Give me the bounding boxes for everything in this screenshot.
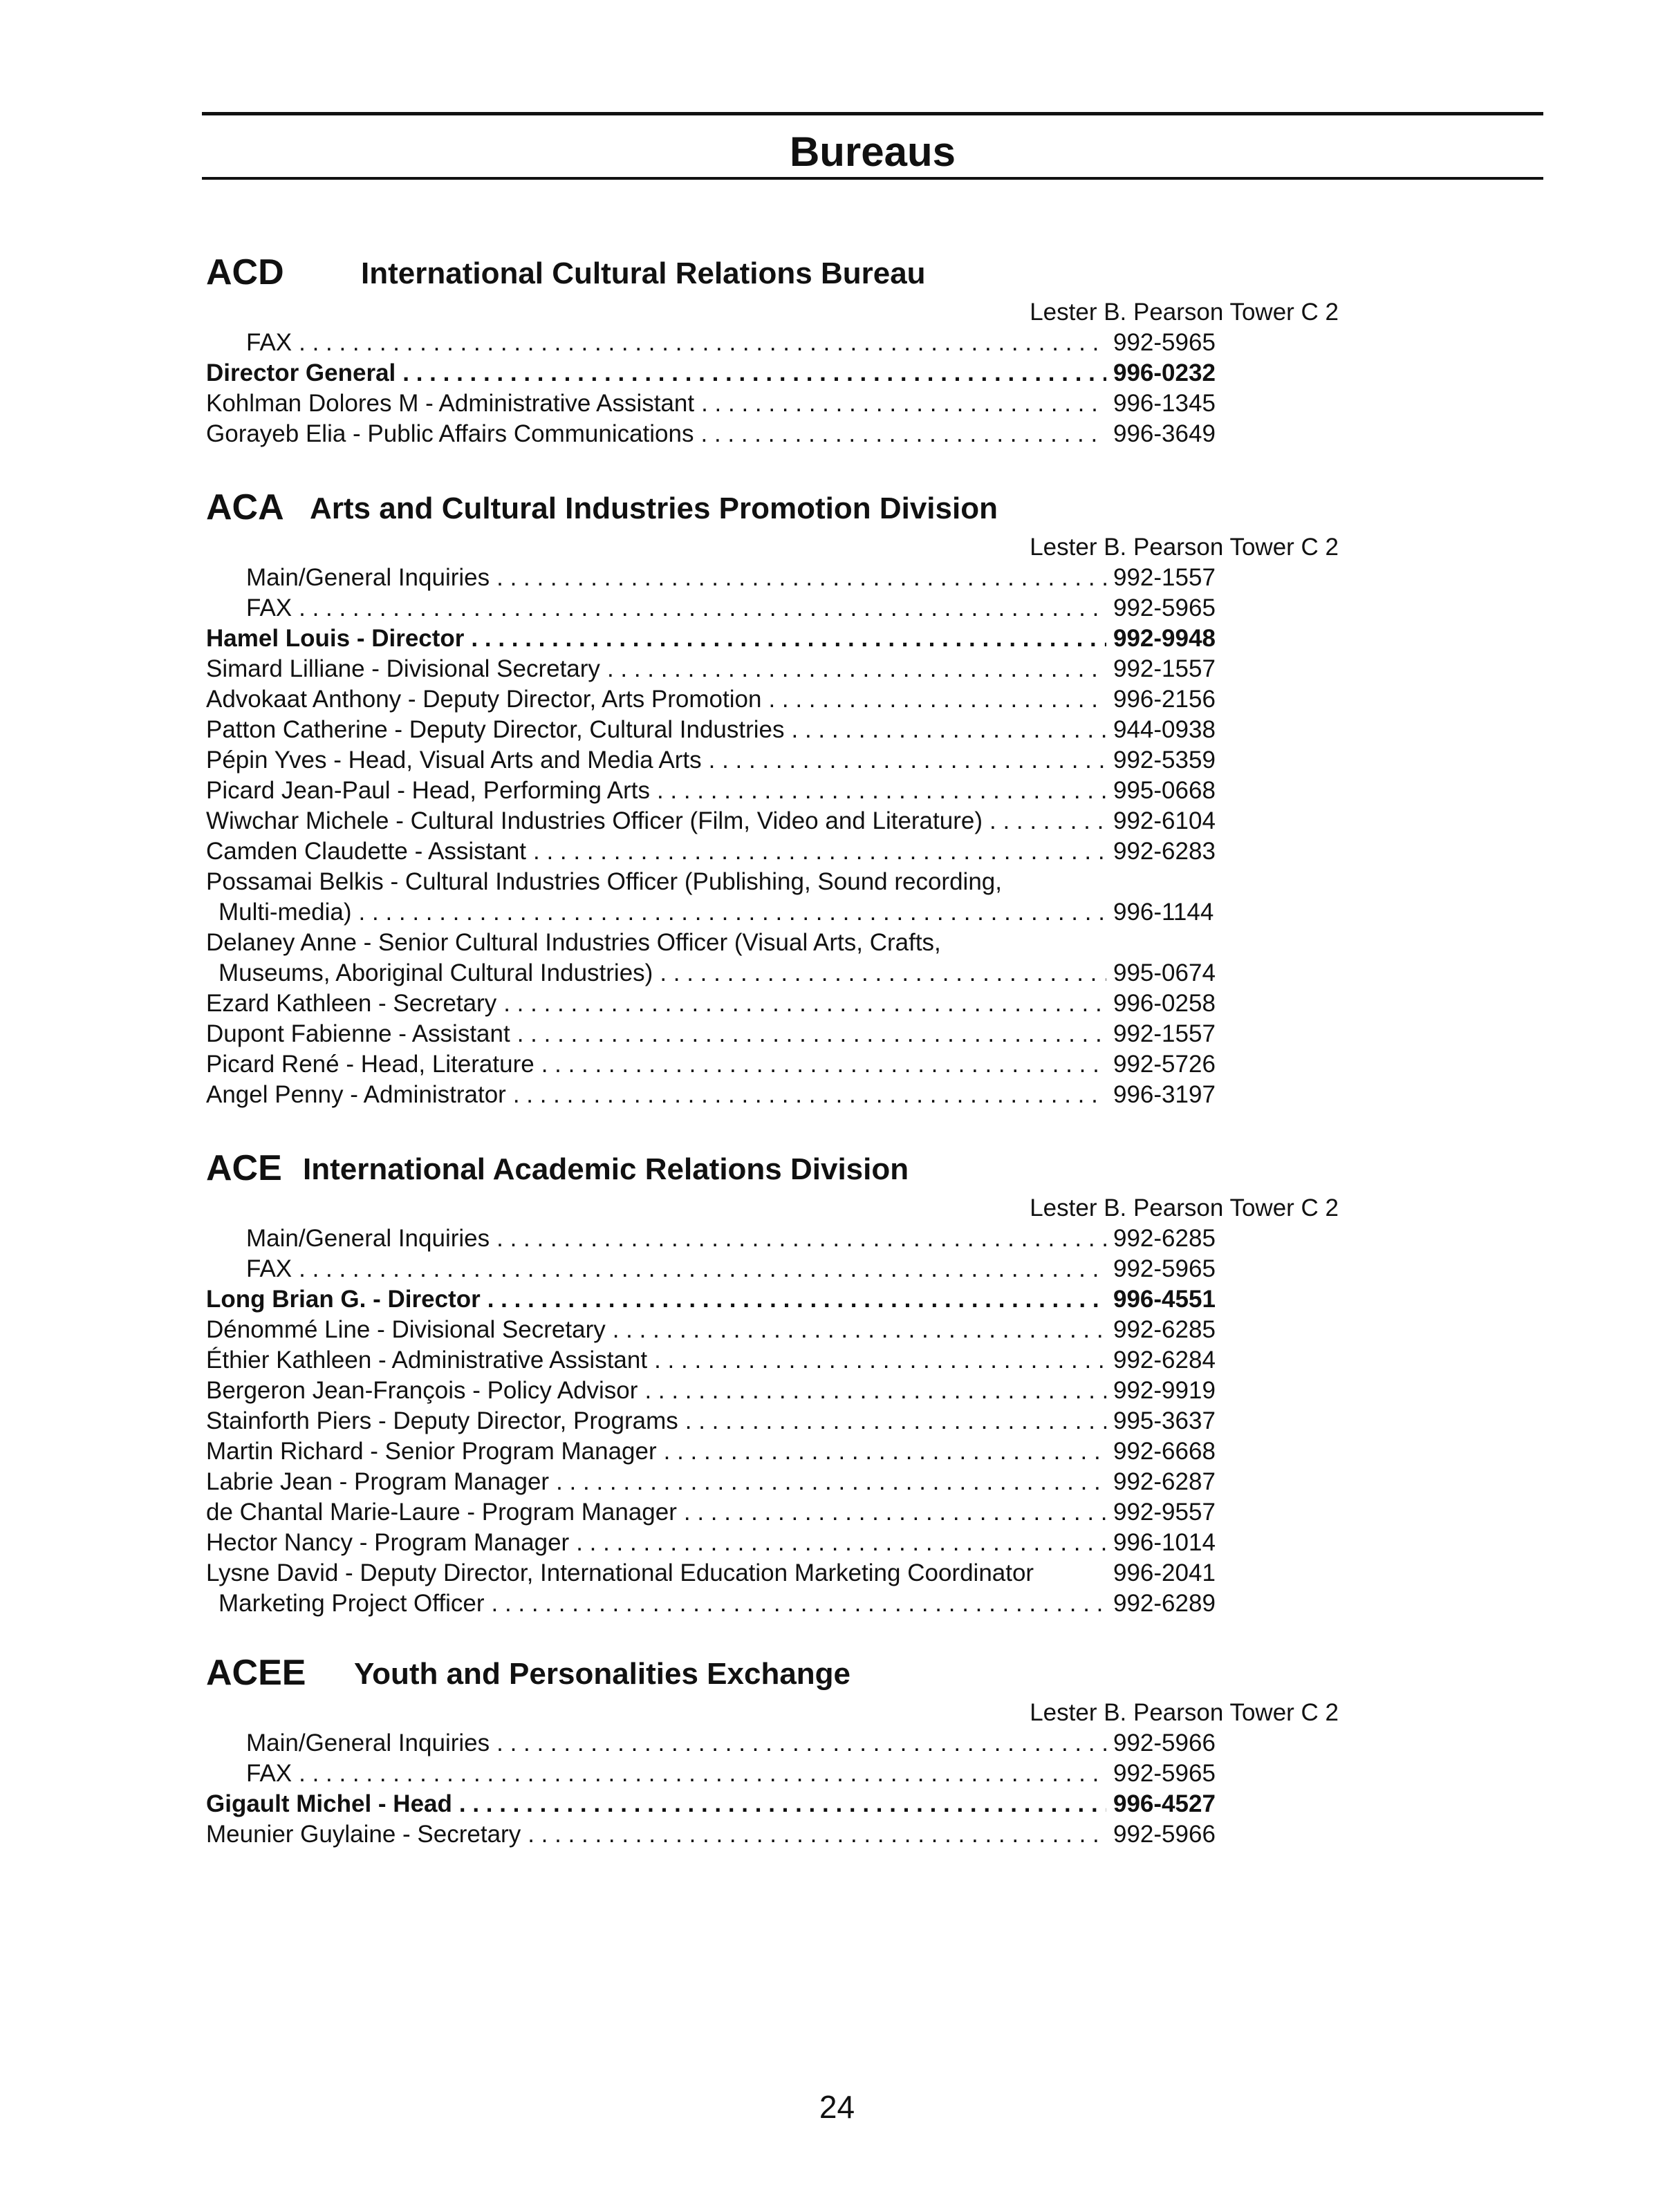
dot-leader (503, 988, 1106, 1019)
entry-label: Patton Catherine - Deputy Director, Cultural Industries (206, 716, 785, 743)
entry-label: Meunier Guylaine - Secretary (206, 1821, 521, 1848)
list-item (194, 1254, 1231, 1284)
entry-phone: 996-3649 (1113, 420, 1216, 447)
entry-label: Marketing Project Officer (218, 1590, 485, 1617)
entry-phone: 992-6668 (1113, 1438, 1216, 1465)
top-rule (202, 112, 1543, 115)
entry-label: Director General (206, 359, 396, 386)
entry-label: Bergeron Jean-François - Policy Advisor (206, 1377, 638, 1404)
entry-phone: 992-9948 (1113, 625, 1216, 652)
list-item (194, 1436, 1231, 1467)
entry-phone: 992-5726 (1113, 1051, 1216, 1078)
entry-phone: 992-1557 (1113, 655, 1216, 682)
entry-label: Angel Penny - Administrator (206, 1081, 506, 1108)
entry-phone: 992-5965 (1113, 1760, 1216, 1787)
dot-leader (576, 1528, 1106, 1558)
section-heading (194, 1138, 1341, 1193)
entry-phone: 996-0232 (1113, 359, 1216, 386)
dot-leader (709, 745, 1106, 776)
section-acee (194, 1642, 1341, 1850)
entry-label: Martin Richard - Senior Program Manager (206, 1438, 657, 1465)
entry-label: Advokaat Anthony - Deputy Director, Arts Promotion (206, 686, 762, 713)
dot-leader (496, 563, 1106, 593)
entry-label: Lysne David - Deputy Director, International Education Marketing Coordinator (206, 1559, 1034, 1586)
entry-label: Hector Nancy - Program Manager (206, 1529, 570, 1556)
dot-leader (513, 1080, 1106, 1110)
section-acd (194, 242, 1341, 449)
entry-phone: 996-1144 (1113, 899, 1214, 926)
entry-label: Dupont Fabienne - Assistant (206, 1020, 510, 1047)
dot-leader (528, 1819, 1106, 1850)
dot-leader (459, 1789, 1106, 1819)
entry-label: Hamel Louis - Director (206, 625, 465, 652)
list-item (194, 624, 1231, 654)
list-item (194, 1224, 1231, 1254)
dot-leader (533, 836, 1106, 867)
section-code: ACD (206, 252, 284, 292)
dot-leader (359, 897, 1106, 928)
entry-label: Gorayeb Elia - Public Affairs Communications (206, 420, 694, 447)
section-code: ACE (206, 1148, 282, 1188)
section-title: Arts and Cultural Industries Promotion Division (310, 491, 998, 525)
dot-leader (471, 624, 1106, 654)
section-title: Youth and Personalities Exchange (354, 1657, 851, 1691)
dot-leader (402, 358, 1106, 388)
list-item (194, 1406, 1231, 1436)
section-title: International Cultural Relations Bureau (361, 256, 926, 290)
entry-phone: 992-5966 (1113, 1821, 1216, 1848)
dot-leader (664, 1436, 1106, 1467)
entry-label: Éthier Kathleen - Administrative Assistant (206, 1347, 648, 1374)
entry-phone: 992-5966 (1113, 1730, 1216, 1756)
dot-leader (299, 593, 1106, 624)
section-title: International Academic Relations Division (303, 1152, 909, 1186)
entry-label: Main/General Inquiries (246, 564, 490, 591)
entry-phone: 996-0258 (1113, 990, 1216, 1017)
entry-label: Ezard Kathleen - Secretary (206, 990, 497, 1017)
section-code: ACA (206, 487, 284, 527)
list-item (194, 1345, 1231, 1376)
section-ace (194, 1138, 1341, 1619)
entry-phone: 996-1345 (1113, 390, 1216, 417)
entry-phone: 996-3197 (1113, 1081, 1216, 1108)
dot-leader (654, 1345, 1106, 1376)
list-item (194, 988, 1231, 1019)
entry-label: Picard Jean-Paul - Head, Performing Arts (206, 777, 650, 804)
dot-leader (556, 1467, 1106, 1497)
dot-leader (492, 1588, 1107, 1619)
dot-leader (517, 1019, 1106, 1049)
entry-list (194, 1224, 1341, 1619)
list-item (194, 1588, 1231, 1619)
entry-phone: 992-6104 (1113, 807, 1216, 834)
list-item (194, 1819, 1231, 1850)
list-item (194, 1728, 1231, 1759)
list-item (194, 388, 1231, 419)
dot-leader (768, 684, 1106, 715)
entry-phone: 992-9557 (1113, 1499, 1216, 1526)
entry-label: Possamai Belkis - Cultural Industries Officer (Publishing, Sound recording, (206, 868, 1002, 895)
dot-leader (684, 1497, 1106, 1528)
dot-leader (607, 654, 1106, 684)
dot-leader (701, 419, 1107, 449)
list-item (194, 654, 1231, 684)
entry-list (194, 1728, 1341, 1850)
entry-label: de Chantal Marie-Laure - Program Manager (206, 1499, 677, 1526)
list-item (194, 745, 1231, 776)
list-item (194, 419, 1231, 449)
section-heading (194, 477, 1341, 532)
dot-leader (541, 1049, 1106, 1080)
entry-label: Simard Lilliane - Divisional Secretary (206, 655, 600, 682)
entry-phone: 992-5965 (1113, 1255, 1216, 1282)
list-item (194, 1497, 1231, 1528)
list-item (194, 1528, 1231, 1558)
list-item (194, 1376, 1231, 1406)
list-item (194, 358, 1231, 388)
entry-label: Picard René - Head, Literature (206, 1051, 534, 1078)
list-item (194, 593, 1231, 624)
entry-label: Multi-media) (218, 899, 352, 926)
list-item (194, 1080, 1231, 1110)
entry-phone: 995-0674 (1113, 959, 1216, 986)
list-item (194, 1759, 1231, 1789)
section-heading (194, 1642, 1341, 1698)
page-number: 24 (819, 2089, 855, 2125)
entry-label: Pépin Yves - Head, Visual Arts and Media Arts (206, 747, 702, 774)
list-item (194, 958, 1231, 988)
entry-label: Camden Claudette - Assistant (206, 838, 527, 865)
entry-label: Museums, Aboriginal Cultural Industries) (218, 959, 653, 986)
dot-leader (685, 1406, 1106, 1436)
list-item (194, 1467, 1231, 1497)
list-item (194, 1019, 1231, 1049)
entry-phone: 996-2041 (1113, 1559, 1216, 1586)
entry-label: Labrie Jean - Program Manager (206, 1468, 550, 1495)
dot-leader (496, 1728, 1106, 1759)
entry-phone: 992-1557 (1113, 1020, 1216, 1047)
entry-label: Delaney Anne - Senior Cultural Industries Officer (Visual Arts, Crafts, (206, 929, 941, 956)
list-item (194, 1558, 1231, 1588)
section-aca (194, 477, 1341, 1110)
entry-phone: 992-6285 (1113, 1316, 1216, 1343)
section-location: Lester B. Pearson Tower C 2 (1030, 299, 1339, 326)
list-item (194, 1284, 1231, 1315)
list-item (194, 806, 1231, 836)
dot-leader (299, 1254, 1106, 1284)
entry-label: Wiwchar Michele - Cultural Industries Officer (Film, Video and Literature) (206, 807, 983, 834)
list-item (194, 328, 1231, 358)
entry-label: Long Brian G. - Director (206, 1286, 481, 1313)
dot-leader (660, 958, 1106, 988)
list-item (194, 776, 1231, 806)
page-title: Bureaus (789, 129, 956, 175)
dot-leader (701, 388, 1106, 419)
dot-leader (299, 328, 1106, 358)
entry-phone: 996-2156 (1113, 686, 1216, 713)
entry-phone: 992-9919 (1113, 1377, 1216, 1404)
dot-leader (299, 1759, 1106, 1789)
entry-phone: 992-1557 (1113, 564, 1216, 591)
entry-label: FAX (246, 1760, 292, 1787)
entry-list (194, 328, 1341, 449)
entry-label: Main/General Inquiries (246, 1225, 490, 1252)
section-location: Lester B. Pearson Tower C 2 (1030, 534, 1339, 561)
list-item (194, 684, 1231, 715)
entry-phone: 992-6284 (1113, 1347, 1216, 1374)
list-item (194, 1049, 1231, 1080)
entry-phone: 996-1014 (1113, 1529, 1216, 1556)
entry-phone: 996-4527 (1113, 1790, 1216, 1817)
dot-leader (496, 1224, 1106, 1254)
dot-leader (613, 1315, 1106, 1345)
entry-label: Gigault Michel - Head (206, 1790, 452, 1817)
entry-phone: 992-6285 (1113, 1225, 1216, 1252)
section-code: ACEE (206, 1653, 306, 1693)
list-item (194, 867, 1231, 897)
entry-phone: 996-4551 (1113, 1286, 1216, 1313)
entry-label: Stainforth Piers - Deputy Director, Programs (206, 1407, 678, 1434)
entry-phone: 992-6283 (1113, 838, 1216, 865)
dot-leader (644, 1376, 1106, 1406)
entry-phone: 995-3637 (1113, 1407, 1216, 1434)
entry-label: FAX (246, 329, 292, 356)
entry-list (194, 563, 1341, 1110)
dot-leader (792, 715, 1107, 745)
entry-label: Kohlman Dolores M - Administrative Assistant (206, 390, 695, 417)
entry-label: Dénommé Line - Divisional Secretary (206, 1316, 606, 1343)
dot-leader (487, 1284, 1106, 1315)
entry-phone: 992-5965 (1113, 329, 1216, 356)
dot-leader (989, 806, 1106, 836)
list-item (194, 928, 1231, 958)
list-item (194, 897, 1231, 928)
list-item (194, 715, 1231, 745)
section-heading (194, 242, 1341, 297)
entry-label: FAX (246, 594, 292, 621)
section-location: Lester B. Pearson Tower C 2 (1030, 1194, 1339, 1221)
entry-phone: 992-6287 (1113, 1468, 1216, 1495)
entry-phone: 992-6289 (1113, 1590, 1216, 1617)
entry-label: Main/General Inquiries (246, 1730, 490, 1756)
entry-phone: 992-5965 (1113, 594, 1216, 621)
list-item (194, 836, 1231, 867)
entry-phone: 944-0938 (1113, 716, 1216, 743)
list-item (194, 1315, 1231, 1345)
dot-leader (657, 776, 1106, 806)
entry-label: FAX (246, 1255, 292, 1282)
entry-phone: 995-0668 (1113, 777, 1216, 804)
entry-phone: 992-5359 (1113, 747, 1216, 774)
title-underline-rule (202, 177, 1543, 180)
list-item (194, 563, 1231, 593)
section-location: Lester B. Pearson Tower C 2 (1030, 1699, 1339, 1726)
list-item (194, 1789, 1231, 1819)
